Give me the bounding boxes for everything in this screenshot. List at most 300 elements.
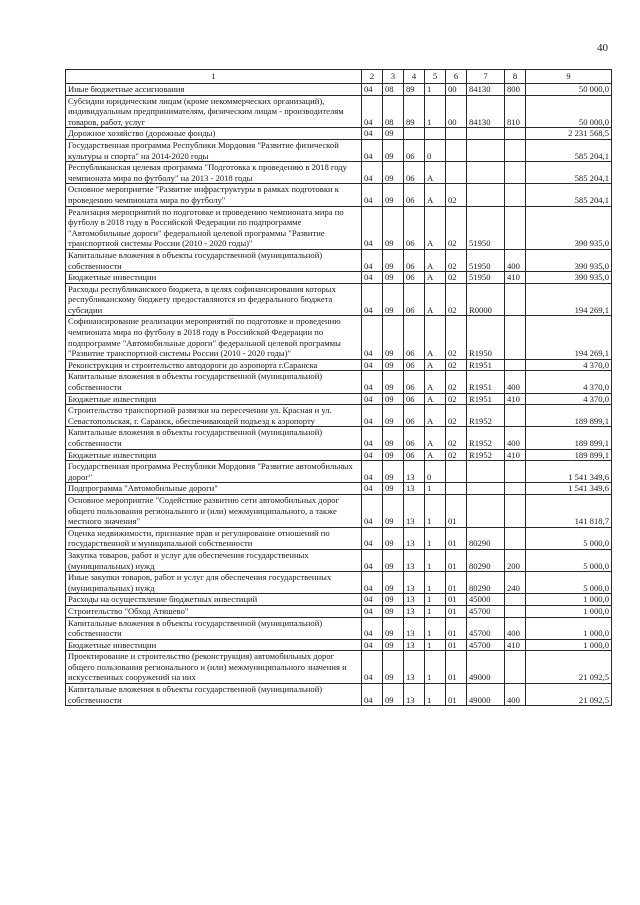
table-row — [66, 494, 612, 527]
expense-type-cell: 400 — [505, 427, 526, 449]
expense-type-cell — [505, 162, 526, 184]
subprogram-code-cell: 0 — [425, 461, 446, 483]
subprogram-code-cell: А — [425, 249, 446, 271]
table-row — [66, 617, 612, 639]
direction-code-cell: 51950 — [467, 206, 505, 249]
subsection-code-cell: 09 — [383, 617, 404, 639]
direction-code-cell: 84130 — [467, 95, 505, 128]
item-name-cell: Реализация мероприятий по подготовке и проведению чемпионата мира по футболу в 2018 году в Российской Федерации по подпрограмме "Автомобильные дороги" федеральной целевой программы "Развитие транспортной системы России (2010 - 2020 годы)" — [66, 206, 362, 249]
program-code-cell: 13 — [404, 594, 425, 606]
subsection-code-cell: 09 — [383, 393, 404, 405]
subsection-code-cell: 09 — [383, 139, 404, 161]
expense-type-cell — [505, 651, 526, 684]
event-code-cell: 02 — [446, 359, 467, 371]
expense-type-cell: 200 — [505, 549, 526, 571]
program-code-cell: 06 — [404, 427, 425, 449]
expense-type-cell: 400 — [505, 249, 526, 271]
table-row — [66, 393, 612, 405]
expense-type-cell — [505, 359, 526, 371]
program-code-cell: 13 — [404, 572, 425, 594]
table-row — [66, 139, 612, 161]
item-name-cell: Строительство "Обход Атяшево" — [66, 605, 362, 617]
amount-cell: 4 370,0 — [526, 393, 612, 405]
item-name-cell: Оценка недвижимости, признание прав и регулирование отношений по государственной и муниципальной собственности — [66, 527, 362, 549]
event-code-cell: 02 — [446, 249, 467, 271]
expense-type-cell — [505, 283, 526, 316]
subprogram-code-cell: А — [425, 393, 446, 405]
item-name-cell: Основное мероприятие "Содействие развитию сети автомобильных дорог общего пользования регионального и (или) межмуниципального, а также местного значения" — [66, 494, 362, 527]
subsection-code-cell: 09 — [383, 359, 404, 371]
expense-type-cell: 410 — [505, 393, 526, 405]
amount-cell: 21 092,5 — [526, 651, 612, 684]
section-code-cell: 04 — [362, 371, 383, 393]
direction-code-cell: 45700 — [467, 639, 505, 651]
subsection-code-cell: 08 — [383, 95, 404, 128]
table-row — [66, 359, 612, 371]
expense-type-cell — [505, 527, 526, 549]
amount-cell: 585 204,1 — [526, 184, 612, 206]
event-code-cell: 02 — [446, 272, 467, 284]
table-row — [66, 461, 612, 483]
amount-cell: 1 541 349,6 — [526, 483, 612, 495]
expense-type-cell — [505, 184, 526, 206]
subsection-code-cell: 09 — [383, 684, 404, 706]
header-cell: 8 — [505, 70, 526, 84]
expense-type-cell: 400 — [505, 371, 526, 393]
event-code-cell: 02 — [446, 371, 467, 393]
event-code-cell: 01 — [446, 639, 467, 651]
event-code-cell: 01 — [446, 572, 467, 594]
direction-code-cell: 51950 — [467, 249, 505, 271]
section-code-cell: 04 — [362, 594, 383, 606]
subprogram-code-cell: 1 — [425, 494, 446, 527]
program-code-cell: 06 — [404, 283, 425, 316]
table-row — [66, 128, 612, 140]
table-row — [66, 84, 612, 96]
event-code-cell: 00 — [446, 84, 467, 96]
amount-cell: 194 269,1 — [526, 283, 612, 316]
direction-code-cell: R1950 — [467, 316, 505, 359]
section-code-cell: 04 — [362, 549, 383, 571]
table-row — [66, 405, 612, 427]
item-name-cell: Бюджетные инвестиции — [66, 449, 362, 461]
table-row — [66, 605, 612, 617]
item-name-cell: Бюджетные инвестиции — [66, 639, 362, 651]
event-code-cell: 02 — [446, 449, 467, 461]
table-row — [66, 206, 612, 249]
amount-cell: 2 231 568,5 — [526, 128, 612, 140]
event-code-cell: 02 — [446, 316, 467, 359]
subsection-code-cell: 09 — [383, 249, 404, 271]
item-name-cell: Бюджетные инвестиции — [66, 272, 362, 284]
section-code-cell: 04 — [362, 483, 383, 495]
amount-cell: 1 000,0 — [526, 594, 612, 606]
subsection-code-cell: 09 — [383, 605, 404, 617]
amount-cell: 50 000,0 — [526, 95, 612, 128]
section-code-cell: 04 — [362, 461, 383, 483]
section-code-cell: 04 — [362, 206, 383, 249]
expense-type-cell: 410 — [505, 449, 526, 461]
table-row — [66, 651, 612, 684]
direction-code-cell — [467, 494, 505, 527]
item-name-cell: Основное мероприятие "Развитие инфраструктуры в рамках подготовки к проведению чемпионата мира по футболу" — [66, 184, 362, 206]
amount-cell: 189 899,1 — [526, 449, 612, 461]
event-code-cell: 02 — [446, 405, 467, 427]
table-row — [66, 549, 612, 571]
expense-type-cell — [505, 483, 526, 495]
table-row — [66, 594, 612, 606]
header-cell: 5 — [425, 70, 446, 84]
item-name-cell: Расходы на осуществление бюджетных инвестиций — [66, 594, 362, 606]
header-cell: 7 — [467, 70, 505, 84]
direction-code-cell: R1951 — [467, 393, 505, 405]
subprogram-code-cell: 1 — [425, 651, 446, 684]
subprogram-code-cell: 1 — [425, 617, 446, 639]
direction-code-cell — [467, 461, 505, 483]
section-code-cell: 04 — [362, 84, 383, 96]
table-row — [66, 283, 612, 316]
item-name-cell: Республиканская целевая программа "Подготовка к проведению в 2018 году чемпионата мира по футболу" на 2013 - 2018 годы — [66, 162, 362, 184]
amount-cell: 5 000,0 — [526, 527, 612, 549]
direction-code-cell: 80290 — [467, 572, 505, 594]
item-name-cell: Дорожное хозяйство (дорожные фонды) — [66, 128, 362, 140]
expense-type-cell: 400 — [505, 684, 526, 706]
event-code-cell: 02 — [446, 393, 467, 405]
header-cell: 3 — [383, 70, 404, 84]
subprogram-code-cell: А — [425, 283, 446, 316]
expense-type-cell — [505, 128, 526, 140]
program-code-cell: 06 — [404, 272, 425, 284]
program-code-cell: 13 — [404, 549, 425, 571]
direction-code-cell: R1951 — [467, 359, 505, 371]
item-name-cell: Капитальные вложения в объекты государственной (муниципальной) собственности — [66, 249, 362, 271]
section-code-cell: 04 — [362, 316, 383, 359]
direction-code-cell — [467, 184, 505, 206]
direction-code-cell: R1952 — [467, 427, 505, 449]
expense-type-cell: 410 — [505, 272, 526, 284]
amount-cell: 4 370,0 — [526, 359, 612, 371]
subsection-code-cell: 09 — [383, 651, 404, 684]
event-code-cell: 01 — [446, 684, 467, 706]
direction-code-cell — [467, 483, 505, 495]
amount-cell: 390 935,0 — [526, 249, 612, 271]
item-name-cell: Государственная программа Республики Мордовия "Развитие физической культуры и спорта" на 2014-2020 годы — [66, 139, 362, 161]
subsection-code-cell: 09 — [383, 316, 404, 359]
expense-type-cell: 410 — [505, 639, 526, 651]
program-code-cell: 13 — [404, 617, 425, 639]
section-code-cell: 04 — [362, 95, 383, 128]
table-row — [66, 684, 612, 706]
subprogram-code-cell: 1 — [425, 572, 446, 594]
subprogram-code-cell: А — [425, 162, 446, 184]
subsection-code-cell: 09 — [383, 184, 404, 206]
section-code-cell: 04 — [362, 272, 383, 284]
subprogram-code-cell — [425, 128, 446, 140]
event-code-cell: 01 — [446, 594, 467, 606]
item-name-cell: Софинансирование реализации мероприятий по подготовке и проведению чемпионата мира по футболу в 2018 году в Российской Федерации по подпрограмме "Автомобильные дороги" федеральной целевой программы "Развитие транспортной системы России (2010 - 2020 годы)" — [66, 316, 362, 359]
subprogram-code-cell: 1 — [425, 684, 446, 706]
item-name-cell: Капитальные вложения в объекты государственной (муниципальной) собственности — [66, 684, 362, 706]
event-code-cell — [446, 139, 467, 161]
amount-cell: 1 000,0 — [526, 639, 612, 651]
event-code-cell — [446, 128, 467, 140]
program-code-cell — [404, 128, 425, 140]
table-row — [66, 427, 612, 449]
program-code-cell: 13 — [404, 639, 425, 651]
table-row — [66, 371, 612, 393]
subsection-code-cell: 09 — [383, 272, 404, 284]
item-name-cell: Строительство транспортной развязки на пересечении ул. Красная и ул. Севастопольская, г. Саранск, обеспечивающей подъезд к аэропорту — [66, 405, 362, 427]
expense-type-cell — [505, 139, 526, 161]
amount-cell: 189 899,1 — [526, 427, 612, 449]
subsection-code-cell: 09 — [383, 639, 404, 651]
item-name-cell: Реконструкция и строительство автодороги до аэропорта г.Саранска — [66, 359, 362, 371]
event-code-cell: 01 — [446, 605, 467, 617]
program-code-cell: 06 — [404, 393, 425, 405]
subsection-code-cell: 09 — [383, 206, 404, 249]
amount-cell: 50 000,0 — [526, 84, 612, 96]
expense-type-cell — [505, 494, 526, 527]
subsection-code-cell: 09 — [383, 449, 404, 461]
direction-code-cell: 51950 — [467, 272, 505, 284]
program-code-cell: 06 — [404, 162, 425, 184]
direction-code-cell: 45000 — [467, 594, 505, 606]
table-row — [66, 272, 612, 284]
table-row — [66, 316, 612, 359]
amount-cell: 21 092,5 — [526, 684, 612, 706]
amount-cell: 585 204,1 — [526, 139, 612, 161]
event-code-cell: 01 — [446, 549, 467, 571]
item-name-cell: Проектирование и строительство (реконструкция) автомобильных дорог общего пользования регионального и (или) межмуниципального значения и искусственных сооружений на них — [66, 651, 362, 684]
event-code-cell: 02 — [446, 427, 467, 449]
direction-code-cell: R1952 — [467, 405, 505, 427]
expense-type-cell — [505, 206, 526, 249]
expense-type-cell — [505, 316, 526, 359]
event-code-cell: 01 — [446, 527, 467, 549]
table-row — [66, 483, 612, 495]
subprogram-code-cell: А — [425, 316, 446, 359]
header-cell: 1 — [66, 70, 362, 84]
expense-type-cell: 800 — [505, 84, 526, 96]
section-code-cell: 04 — [362, 405, 383, 427]
program-code-cell: 13 — [404, 605, 425, 617]
program-code-cell: 13 — [404, 651, 425, 684]
subsection-code-cell: 09 — [383, 572, 404, 594]
event-code-cell: 01 — [446, 494, 467, 527]
subprogram-code-cell: 1 — [425, 594, 446, 606]
direction-code-cell — [467, 162, 505, 184]
budget-table — [65, 69, 612, 706]
amount-cell: 5 000,0 — [526, 572, 612, 594]
direction-code-cell: 45700 — [467, 605, 505, 617]
section-code-cell: 04 — [362, 617, 383, 639]
direction-code-cell: 80290 — [467, 549, 505, 571]
direction-code-cell: R1952 — [467, 449, 505, 461]
table-row — [66, 639, 612, 651]
section-code-cell: 04 — [362, 427, 383, 449]
table-row — [66, 572, 612, 594]
subprogram-code-cell: 1 — [425, 84, 446, 96]
subsection-code-cell: 09 — [383, 549, 404, 571]
subsection-code-cell: 09 — [383, 283, 404, 316]
header-cell: 6 — [446, 70, 467, 84]
section-code-cell: 04 — [362, 605, 383, 617]
direction-code-cell: 45700 — [467, 617, 505, 639]
table-row — [66, 184, 612, 206]
direction-code-cell — [467, 139, 505, 161]
event-code-cell: 01 — [446, 651, 467, 684]
section-code-cell: 04 — [362, 139, 383, 161]
subprogram-code-cell: 1 — [425, 639, 446, 651]
program-code-cell: 06 — [404, 359, 425, 371]
expense-type-cell — [505, 605, 526, 617]
table-row — [66, 249, 612, 271]
amount-cell: 189 899,1 — [526, 405, 612, 427]
subsection-code-cell: 09 — [383, 594, 404, 606]
direction-code-cell: 84130 — [467, 84, 505, 96]
event-code-cell: 00 — [446, 95, 467, 128]
amount-cell: 5 000,0 — [526, 549, 612, 571]
table-row — [66, 162, 612, 184]
event-code-cell: 02 — [446, 283, 467, 316]
subsection-code-cell: 09 — [383, 162, 404, 184]
direction-code-cell: R1951 — [467, 371, 505, 393]
subprogram-code-cell: А — [425, 371, 446, 393]
direction-code-cell: 49000 — [467, 651, 505, 684]
program-code-cell: 06 — [404, 449, 425, 461]
section-code-cell: 04 — [362, 527, 383, 549]
item-name-cell: Капитальные вложения в объекты государственной (муниципальной) собственности — [66, 371, 362, 393]
direction-code-cell: R0000 — [467, 283, 505, 316]
item-name-cell: Закупка товаров, работ и услуг для обеспечения государственных (муниципальных) нужд — [66, 549, 362, 571]
section-code-cell: 04 — [362, 684, 383, 706]
expense-type-cell: 400 — [505, 617, 526, 639]
section-code-cell: 04 — [362, 572, 383, 594]
amount-cell: 1 000,0 — [526, 617, 612, 639]
direction-code-cell — [467, 128, 505, 140]
subprogram-code-cell: 1 — [425, 95, 446, 128]
section-code-cell: 04 — [362, 449, 383, 461]
subprogram-code-cell: А — [425, 359, 446, 371]
amount-cell: 194 269,1 — [526, 316, 612, 359]
amount-cell: 390 935,0 — [526, 206, 612, 249]
amount-cell: 585 204,1 — [526, 162, 612, 184]
subsection-code-cell: 09 — [383, 405, 404, 427]
event-code-cell — [446, 461, 467, 483]
header-cell: 2 — [362, 70, 383, 84]
subprogram-code-cell: 1 — [425, 549, 446, 571]
expense-type-cell — [505, 594, 526, 606]
page-number: 40 — [597, 42, 608, 54]
section-code-cell: 04 — [362, 639, 383, 651]
subsection-code-cell: 08 — [383, 84, 404, 96]
amount-cell: 141 818,7 — [526, 494, 612, 527]
section-code-cell: 04 — [362, 184, 383, 206]
direction-code-cell: 49000 — [467, 684, 505, 706]
header-cell: 4 — [404, 70, 425, 84]
subsection-code-cell: 09 — [383, 527, 404, 549]
amount-cell: 4 370,0 — [526, 371, 612, 393]
event-code-cell — [446, 483, 467, 495]
expense-type-cell: 810 — [505, 95, 526, 128]
section-code-cell: 04 — [362, 283, 383, 316]
section-code-cell: 04 — [362, 162, 383, 184]
subprogram-code-cell: А — [425, 272, 446, 284]
item-name-cell: Капитальные вложения в объекты государственной (муниципальной) собственности — [66, 427, 362, 449]
amount-cell: 1 541 349,6 — [526, 461, 612, 483]
program-code-cell: 06 — [404, 316, 425, 359]
item-name-cell: Бюджетные инвестиции — [66, 393, 362, 405]
subprogram-code-cell: 1 — [425, 605, 446, 617]
table-row — [66, 449, 612, 461]
program-code-cell: 13 — [404, 494, 425, 527]
subprogram-code-cell: А — [425, 184, 446, 206]
section-code-cell: 04 — [362, 128, 383, 140]
program-code-cell: 13 — [404, 483, 425, 495]
subsection-code-cell: 09 — [383, 128, 404, 140]
program-code-cell: 13 — [404, 684, 425, 706]
section-code-cell: 04 — [362, 359, 383, 371]
direction-code-cell: 80290 — [467, 527, 505, 549]
item-name-cell: Государственная программа Республики Мордовия "Развитие автомобильных дорог" — [66, 461, 362, 483]
subsection-code-cell: 09 — [383, 427, 404, 449]
program-code-cell: 06 — [404, 405, 425, 427]
event-code-cell: 02 — [446, 184, 467, 206]
table-row — [66, 527, 612, 549]
section-code-cell: 04 — [362, 393, 383, 405]
program-code-cell: 06 — [404, 371, 425, 393]
program-code-cell: 89 — [404, 84, 425, 96]
table-row — [66, 95, 612, 128]
subsection-code-cell: 09 — [383, 461, 404, 483]
subprogram-code-cell: 1 — [425, 483, 446, 495]
subprogram-code-cell: А — [425, 206, 446, 249]
subsection-code-cell: 09 — [383, 371, 404, 393]
event-code-cell: 02 — [446, 206, 467, 249]
item-name-cell: Расходы республиканского бюджета, в целях софинансирования которых республиканскому бюджету предоставляются из федерального бюджета субсидии — [66, 283, 362, 316]
program-code-cell: 06 — [404, 249, 425, 271]
item-name-cell: Капитальные вложения в объекты государственной (муниципальной) собственности — [66, 617, 362, 639]
event-code-cell: 01 — [446, 617, 467, 639]
expense-type-cell — [505, 461, 526, 483]
expense-type-cell — [505, 405, 526, 427]
subprogram-code-cell: 0 — [425, 139, 446, 161]
subprogram-code-cell: А — [425, 449, 446, 461]
program-code-cell: 06 — [404, 139, 425, 161]
program-code-cell: 13 — [404, 527, 425, 549]
item-name-cell: Субсидии юридическим лицам (кроме некоммерческих организаций), индивидуальным предпринимателям, физическим лицам - производителям товаров, работ, услуг — [66, 95, 362, 128]
subprogram-code-cell: А — [425, 427, 446, 449]
program-code-cell: 06 — [404, 184, 425, 206]
program-code-cell: 89 — [404, 95, 425, 128]
subsection-code-cell: 09 — [383, 483, 404, 495]
subsection-code-cell: 09 — [383, 494, 404, 527]
item-name-cell: Подпрограмма "Автомобильные дороги" — [66, 483, 362, 495]
amount-cell: 390 935,0 — [526, 272, 612, 284]
item-name-cell: Иные бюджетные ассигнования — [66, 84, 362, 96]
section-code-cell: 04 — [362, 651, 383, 684]
subprogram-code-cell: А — [425, 405, 446, 427]
event-code-cell — [446, 162, 467, 184]
section-code-cell: 04 — [362, 494, 383, 527]
program-code-cell: 06 — [404, 206, 425, 249]
amount-cell: 1 000,0 — [526, 605, 612, 617]
section-code-cell: 04 — [362, 249, 383, 271]
subprogram-code-cell: 1 — [425, 527, 446, 549]
expense-type-cell: 240 — [505, 572, 526, 594]
table-header-row — [66, 70, 612, 84]
header-cell: 9 — [526, 70, 612, 84]
